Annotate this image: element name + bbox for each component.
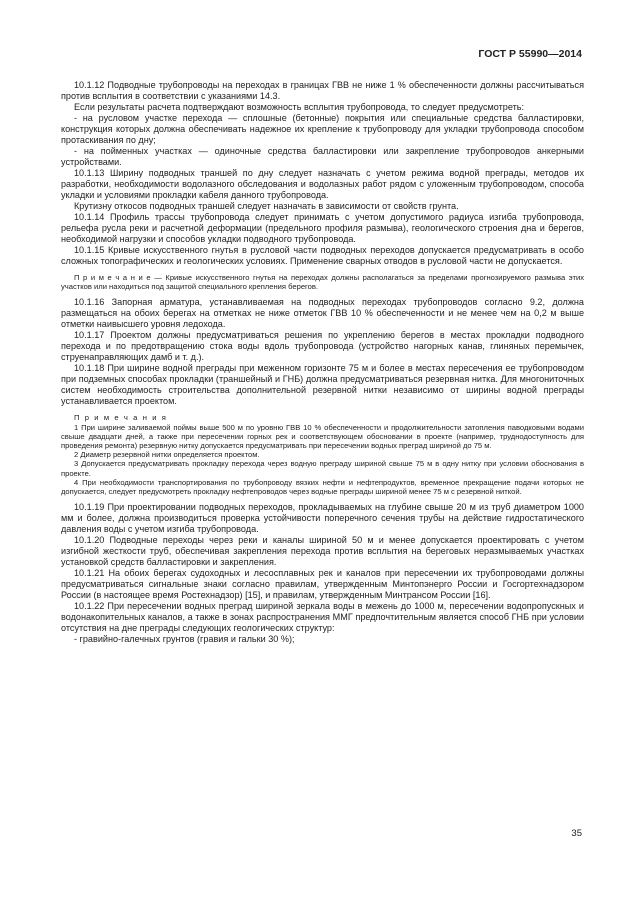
paragraph-10-1-18: 10.1.18 При ширине водной преграды при меженном горизонте 75 м и более в местах пересечения ее трубопроводом при подземных способах прокладки (траншейный и ГНБ) должна предусматриваться резервная нитка. Для многониточных систем необходимость строительства дополнительной резервной нитки независимо от ширины водной преграды устанавливается проектом. [61,363,584,407]
note-bending [61,273,584,291]
paragraph-10-1-15: 10.1.15 Кривые искусственного гнутья в русловой части подводных переходов допускается предусматривать в особо сложных топографических и геологических условиях. Применение сварных отводов в русловой части не допускается. [61,245,584,266]
note-text: П р и м е ч а н и е — Кривые искусственного гнутья на переходах должны располагаться за пределами прогнозируемого размыва этих участков или находиться под защитой специального крепления берегов. [61,273,584,292]
notes-reserve-line [61,413,584,496]
paragraph-10-1-19: 10.1.19 При проектировании подводных переходов, прокладываемых на глубине свыше 20 м из труб диаметром 1000 мм и более, должна производиться проверка устойчивости поперечного сечения трубы на действие гидростатического давления воды с учетом изгиба трубопровода. [61,502,584,535]
paragraph-trench-slopes: Крутизну откосов подводных траншей следует назначать в зависимости от свойств грунта. [74,201,459,211]
document-code: ГОСТ Р 55990—2014 [478,48,582,60]
document-body [61,80,584,645]
paragraph-10-1-22: 10.1.22 При пересечении водных преград шириной зеркала воды в межень до 1000 м, пересечении водопропускных и водонакопительных каналов, а также в зонах распространения ММГ предпочтительным является способ ГНБ при условии отсутствия на дне преграды следующих геологических структур: [61,601,584,634]
paragraph-flotation-result: Если результаты расчета подтверждают возможность всплытия трубопровода, то следует предусмотреть: [74,102,525,112]
paragraph-10-1-20: 10.1.20 Подводные переходы через реки и каналы шириной 50 м и менее допускается проектировать с учетом изгибной жесткости труб, обеспечивая закрепления перехода против всплытия на береговых неразмываемых участках установкой средств балластировки и закрепления. [61,535,584,568]
paragraph-10-1-21: 10.1.21 На обоих берегах судоходных и лесосплавных рек и каналов при пересечении их трубопроводами должны предусматриваться сигнальные знаки согласно правилам, утвержденным Минтопэнерго России и Госгортехнадзором России (в настоящее время Ростехнадзор) [15], и правилам, утвержденным Минтрансом России [16]. [61,568,584,601]
paragraph-10-1-12: 10.1.12 Подводные трубопроводы на переходах в границах ГВВ не ниже 1 % обеспеченности должны рассчитываться против всплытия в соответствии с указаниями 14.3. [61,80,584,101]
page-number: 35 [571,828,582,839]
note-item-1: 1 При ширине заливаемой поймы выше 500 м по уровню ГВВ 10 % обеспеченности и продолжительности затопления паводковыми водами свыше двадцати дней, а также при пересечении горных рек и соответствующем обосновании в проекте (например, труднодоступность для проведения ремонта) резервную нитку допускается предусматривать при пересечении водных преград шириной до 75 м. [61,422,584,451]
notes-title: П р и м е ч а н и я [74,413,168,423]
paragraph-10-1-14: 10.1.14 Профиль трассы трубопровода следует принимать с учетом допустимого радиуса изгиба трубопровода, рельефа русла реки и расчетной деформации (предельного профиля размыва), геологического строения дна и берегов, необходимой нагрузки и способов укладки подводного трубопровода. [61,212,584,244]
paragraph-10-1-13: 10.1.13 Ширину подводных траншей по дну следует назначать с учетом режима водной преграды, методов их разработки, необходимости водолазного обследования и водолазных работ рядом с уложенным трубопроводом, способа укладки и условиями прокладки кабеля данного трубопровода. [61,168,584,200]
paragraph-10-1-17: 10.1.17 Проектом должны предусматриваться решения по укреплению берегов в местах прокладки подводного перехода и по предотвращению стока воды вдоль трубопровода (устройство нагорных канав, глиняных перемычек, струенаправляющих дамб и т. д.). [61,330,584,363]
note-item-2: 2 Диаметр резервной нитки определяется проектом. [74,450,260,460]
list-item-gravel-soils: - гравийно-галечных грунтов (гравия и гальки 30 %); [74,634,295,645]
list-item-channel-section: - на русловом участке перехода — сплошные (бетонные) покрытия или специальные средства балластировки, конструкция которых должна обеспечивать надежное их крепление к трубопроводу для укладки трубопровода способом протаскивания по дну; [61,113,584,145]
note-item-3: 3 Допускается предусматривать прокладку перехода через водную преграду шириной свыше 75 м в одну нитку при условии обоснования в проекте. [61,459,584,478]
list-item-floodplain-section: - на пойменных участках — одиночные средства балластировки или закрепление трубопроводов анкерными устройствами. [61,146,584,167]
note-item-4: 4 При необходимости транспортирования по трубопроводу вязких нефти и нефтепродуктов, временное прекращение подачи которых не допускается, следует предусмотреть прокладку нефтепроводов через водные преграды шириной менее 75 м с резервной ниткой. [61,477,584,497]
paragraph-10-1-16: 10.1.16 Запорная арматура, устанавливаемая на подводных переходах трубопроводов согласно 9.2, должна размещаться на обоих берегах на отметках не ниже отметок ГВВ 10 % обеспеченности и не менее чем на 0,2 м выше отметки наивысшего уровня ледохода. [61,297,584,330]
